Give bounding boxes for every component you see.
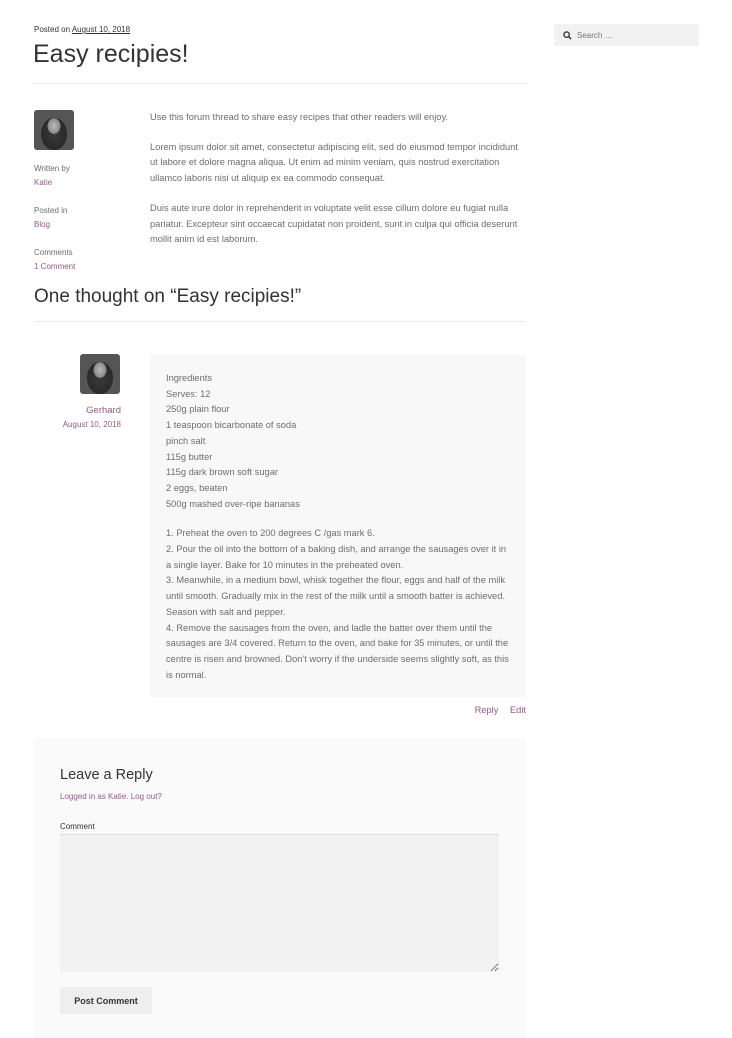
post-content: [150, 110, 528, 248]
post-date-line: [34, 25, 130, 34]
post-paragraph: Lorem ipsum dolor sit amet, consectetur adipiscing elit, sed do eiusmod tempor incididunt ut labore et dolore magna aliqua. Ut enim ad minim veniam, quis nostrud exercitation ullamco laboris nisi ut aliquip ex ea commodo consequat.: [150, 141, 518, 184]
step-line: 1. Preheat the oven to 200 degrees C /gas mark 6.: [166, 528, 375, 539]
edit-link[interactable]: Edit: [509, 705, 526, 715]
ingredient-line: pinch salt: [166, 435, 206, 446]
ingredient-line: 2 eggs, beaten: [166, 482, 228, 493]
ingredient-line: 1 teaspoon bicarbonate of soda: [166, 420, 297, 431]
comment-date-link[interactable]: August 10, 2018: [62, 420, 121, 429]
search-field[interactable]: [554, 24, 699, 46]
written-by-label: Written by: [34, 164, 70, 173]
page-title: Easy recipies!: [33, 40, 189, 68]
comment-label: Comment: [60, 822, 95, 831]
author-link[interactable]: Katie: [34, 178, 53, 187]
author-avatar: [34, 110, 74, 150]
commenter-avatar: [80, 354, 120, 394]
steps-list: [166, 526, 510, 683]
reply-link[interactable]: Reply: [474, 705, 499, 715]
reply-form: [34, 738, 526, 1038]
comment-textarea[interactable]: [60, 834, 499, 972]
post-paragraph: Duis aute irure dolor in reprehenderit in voluptate velit esse cillum dolore eu fugiat nulla pariatur. Excepteur sint occaecat cupidatat non proident, sunt in culpa qui officia deserunt mollit anim id est laborum.: [150, 202, 518, 245]
search-input[interactable]: [577, 31, 687, 40]
step-line: 3. Meanwhile, in a medium bowl, whisk together the flour, eggs and half of the milk until smooth. Gradually mix in the rest of the milk until a smooth batter is achieved. Season with salt and pepper.: [166, 575, 506, 617]
post-date-link[interactable]: August 10, 2018: [71, 25, 131, 34]
comments-title: One thought on “Easy recipies!”: [34, 286, 302, 307]
ingredients-list: [166, 371, 510, 512]
comment-actions: [400, 705, 526, 715]
ingredient-line: 250g plain flour: [166, 404, 230, 415]
ingredient-line: 500g mashed over-ripe bananas: [166, 498, 300, 509]
ingredient-line: 115g butter: [166, 451, 213, 462]
divider: [34, 83, 526, 84]
reply-title: Leave a Reply: [60, 767, 153, 783]
post-paragraph: Use this forum thread to share easy recipes that other readers will enjoy.: [150, 112, 448, 122]
post-meta: [34, 162, 75, 274]
comment-meta: [40, 405, 121, 429]
category-link[interactable]: Blog: [34, 220, 51, 229]
logged-in-link[interactable]: Logged in as Katie. Log out?: [60, 792, 162, 801]
step-line: 4. Remove the sausages from the oven, and ladle the batter over them until the sausages are 3/4 covered. Return to the oven, and bake for 35 minutes, or until the centre is risen and browned. Don't worry if the underside seems slightly soft, as this is normal.: [166, 622, 509, 680]
comment-author-link[interactable]: Gerhard: [86, 405, 121, 416]
magnifier-icon: [563, 31, 572, 40]
post-comment-button[interactable]: Post Comment: [60, 987, 152, 1014]
ingredient-line: Ingredients: [166, 373, 212, 383]
step-line: 2. Pour the oil into the bottom of a baking dish, and arrange the sausages over it in a single layer. Bake for 10 minutes in the preheated oven.: [166, 544, 507, 570]
comments-link[interactable]: 1 Comment: [34, 262, 76, 271]
comment-body: [150, 355, 526, 697]
divider: [34, 321, 526, 322]
ingredient-line: 115g dark brown soft sugar: [166, 467, 278, 478]
posted-in-label: Posted in: [34, 206, 68, 215]
ingredient-line: Serves: 12: [166, 388, 211, 399]
comments-label: Comments: [34, 248, 73, 257]
posted-on-label: Posted on: [34, 25, 71, 34]
